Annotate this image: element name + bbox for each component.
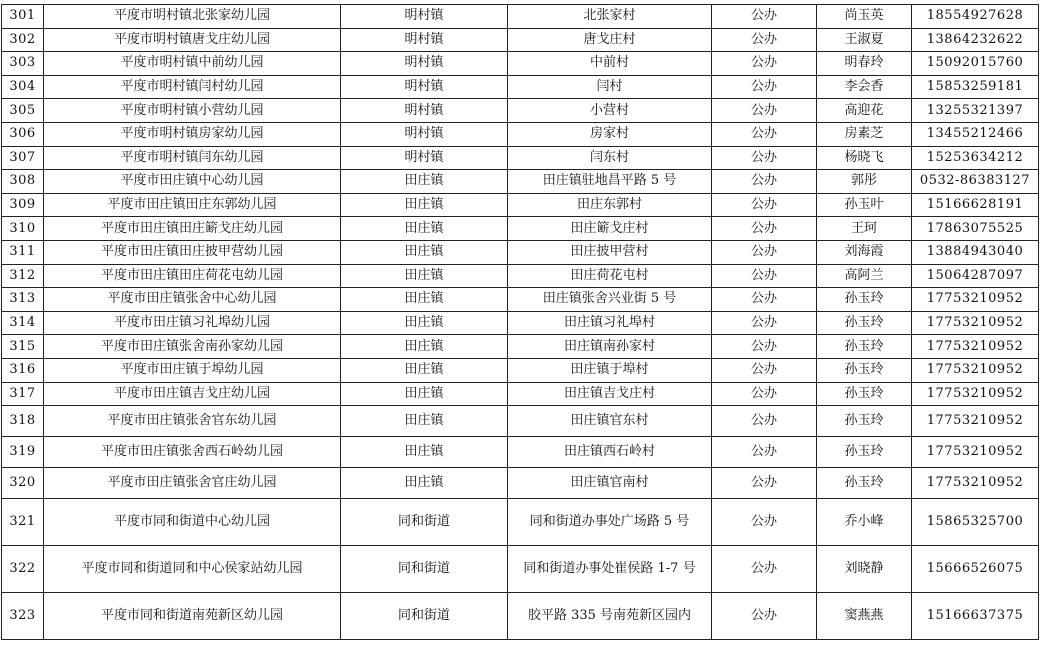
town-name: 田庄镇 <box>341 240 508 264</box>
table-row <box>2 468 1039 499</box>
kindergarten-name: 平度市同和街道同和中心侯家站幼儿园 <box>44 546 341 593</box>
contact-person: 孙玉叶 <box>817 193 912 217</box>
phone-number: 15865325700 <box>912 499 1039 546</box>
contact-person: 李会香 <box>817 75 912 99</box>
contact-person: 孙玉玲 <box>817 382 912 406</box>
ownership-type: 公办 <box>712 146 817 170</box>
row-number: 305 <box>2 99 44 123</box>
row-number: 308 <box>2 170 44 194</box>
contact-person: 孙玉玲 <box>817 335 912 359</box>
contact-person: 乔小峰 <box>817 499 912 546</box>
row-number: 302 <box>2 28 44 52</box>
town-name: 田庄镇 <box>341 437 508 468</box>
row-number: 304 <box>2 75 44 99</box>
ownership-type: 公办 <box>712 437 817 468</box>
address: 田庄簖戈庄村 <box>508 217 712 241</box>
kindergarten-name: 平度市田庄镇张舍官东幼儿园 <box>44 406 341 437</box>
table-row <box>2 546 1039 593</box>
contact-person: 王淑夏 <box>817 28 912 52</box>
ownership-type: 公办 <box>712 240 817 264</box>
table-row <box>2 28 1039 52</box>
town-name: 田庄镇 <box>341 468 508 499</box>
phone-number: 13455212466 <box>912 122 1039 146</box>
town-name: 田庄镇 <box>341 217 508 241</box>
table-row <box>2 311 1039 335</box>
row-number: 322 <box>2 546 44 593</box>
contact-person: 孙玉玲 <box>817 406 912 437</box>
phone-number: 17753210952 <box>912 358 1039 382</box>
address: 田庄镇张舍兴业街 5 号 <box>508 288 712 312</box>
contact-person: 尚玉英 <box>817 5 912 29</box>
town-name: 明村镇 <box>341 146 508 170</box>
phone-number: 15853259181 <box>912 75 1039 99</box>
ownership-type: 公办 <box>712 593 817 640</box>
ownership-type: 公办 <box>712 5 817 29</box>
ownership-type: 公办 <box>712 546 817 593</box>
address: 北张家村 <box>508 5 712 29</box>
phone-number: 0532-86383127 <box>912 170 1039 194</box>
table-row <box>2 146 1039 170</box>
town-name: 田庄镇 <box>341 193 508 217</box>
ownership-type: 公办 <box>712 499 817 546</box>
town-name: 田庄镇 <box>341 288 508 312</box>
ownership-type: 公办 <box>712 52 817 76</box>
row-number: 311 <box>2 240 44 264</box>
phone-number: 13255321397 <box>912 99 1039 123</box>
row-number: 303 <box>2 52 44 76</box>
row-number: 315 <box>2 335 44 359</box>
kindergarten-name: 平度市田庄镇田庄东郭幼儿园 <box>44 193 341 217</box>
ownership-type: 公办 <box>712 170 817 194</box>
ownership-type: 公办 <box>712 75 817 99</box>
table-row <box>2 240 1039 264</box>
town-name: 田庄镇 <box>341 170 508 194</box>
kindergarten-name: 平度市明村镇唐戈庄幼儿园 <box>44 28 341 52</box>
kindergarten-name: 平度市田庄镇田庄披甲营幼儿园 <box>44 240 341 264</box>
contact-person: 窦燕燕 <box>817 593 912 640</box>
phone-number: 15666526075 <box>912 546 1039 593</box>
town-name: 田庄镇 <box>341 406 508 437</box>
ownership-type: 公办 <box>712 99 817 123</box>
kindergarten-name: 平度市明村镇闫东幼儿园 <box>44 146 341 170</box>
ownership-type: 公办 <box>712 217 817 241</box>
address: 唐戈庄村 <box>508 28 712 52</box>
kindergarten-table <box>1 4 1039 640</box>
phone-number: 15064287097 <box>912 264 1039 288</box>
table-row <box>2 499 1039 546</box>
phone-number: 15253634212 <box>912 146 1039 170</box>
kindergarten-name: 平度市明村镇房家幼儿园 <box>44 122 341 146</box>
town-name: 田庄镇 <box>341 311 508 335</box>
town-name: 明村镇 <box>341 52 508 76</box>
row-number: 323 <box>2 593 44 640</box>
row-number: 301 <box>2 5 44 29</box>
town-name: 田庄镇 <box>341 264 508 288</box>
table-row <box>2 170 1039 194</box>
table-row <box>2 264 1039 288</box>
phone-number: 18554927628 <box>912 5 1039 29</box>
table-row <box>2 75 1039 99</box>
contact-person: 孙玉玲 <box>817 468 912 499</box>
address: 闫村 <box>508 75 712 99</box>
phone-number: 17753210952 <box>912 288 1039 312</box>
ownership-type: 公办 <box>712 382 817 406</box>
table-row <box>2 122 1039 146</box>
kindergarten-name: 平度市田庄镇中心幼儿园 <box>44 170 341 194</box>
contact-person: 孙玉玲 <box>817 288 912 312</box>
row-number: 306 <box>2 122 44 146</box>
kindergarten-name: 平度市明村镇中前幼儿园 <box>44 52 341 76</box>
town-name: 田庄镇 <box>341 335 508 359</box>
table-row <box>2 358 1039 382</box>
phone-number: 17753210952 <box>912 406 1039 437</box>
town-name: 明村镇 <box>341 122 508 146</box>
phone-number: 17753210952 <box>912 468 1039 499</box>
kindergarten-name: 平度市田庄镇张舍西石岭幼儿园 <box>44 437 341 468</box>
kindergarten-name: 平度市明村镇闫村幼儿园 <box>44 75 341 99</box>
table-row <box>2 406 1039 437</box>
phone-number: 17753210952 <box>912 382 1039 406</box>
town-name: 同和街道 <box>341 593 508 640</box>
address: 田庄镇官东村 <box>508 406 712 437</box>
ownership-type: 公办 <box>712 335 817 359</box>
row-number: 307 <box>2 146 44 170</box>
kindergarten-name: 平度市同和街道南苑新区幼儿园 <box>44 593 341 640</box>
table-row <box>2 5 1039 29</box>
phone-number: 17863075525 <box>912 217 1039 241</box>
town-name: 明村镇 <box>341 5 508 29</box>
phone-number: 13864232622 <box>912 28 1039 52</box>
row-number: 318 <box>2 406 44 437</box>
address: 田庄镇习礼埠村 <box>508 311 712 335</box>
kindergarten-name: 平度市田庄镇张舍官庄幼儿园 <box>44 468 341 499</box>
contact-person: 房素芝 <box>817 122 912 146</box>
row-number: 316 <box>2 358 44 382</box>
contact-person: 杨晓飞 <box>817 146 912 170</box>
address: 小营村 <box>508 99 712 123</box>
kindergarten-name: 平度市田庄镇于埠幼儿园 <box>44 358 341 382</box>
contact-person: 刘海霞 <box>817 240 912 264</box>
address: 田庄东郭村 <box>508 193 712 217</box>
town-name: 田庄镇 <box>341 382 508 406</box>
address: 田庄镇南孙家村 <box>508 335 712 359</box>
ownership-type: 公办 <box>712 193 817 217</box>
contact-person: 郭彤 <box>817 170 912 194</box>
table-row <box>2 335 1039 359</box>
ownership-type: 公办 <box>712 288 817 312</box>
contact-person: 高阿兰 <box>817 264 912 288</box>
ownership-type: 公办 <box>712 468 817 499</box>
contact-person: 王珂 <box>817 217 912 241</box>
row-number: 310 <box>2 217 44 241</box>
ownership-type: 公办 <box>712 311 817 335</box>
town-name: 田庄镇 <box>341 358 508 382</box>
contact-person: 孙玉玲 <box>817 311 912 335</box>
address: 同和街道办事处崔侯路 1-7 号 <box>508 546 712 593</box>
contact-person: 刘晓静 <box>817 546 912 593</box>
address: 田庄镇西石岭村 <box>508 437 712 468</box>
address: 同和街道办事处广场路 5 号 <box>508 499 712 546</box>
address: 田庄镇吉戈庄村 <box>508 382 712 406</box>
table-row <box>2 382 1039 406</box>
row-number: 321 <box>2 499 44 546</box>
address: 田庄荷花屯村 <box>508 264 712 288</box>
table-row <box>2 217 1039 241</box>
table-row <box>2 288 1039 312</box>
address: 房家村 <box>508 122 712 146</box>
phone-number: 15166637375 <box>912 593 1039 640</box>
row-number: 317 <box>2 382 44 406</box>
address: 田庄披甲营村 <box>508 240 712 264</box>
ownership-type: 公办 <box>712 122 817 146</box>
kindergarten-name: 平度市田庄镇田庄簖戈庄幼儿园 <box>44 217 341 241</box>
kindergarten-name: 平度市明村镇北张家幼儿园 <box>44 5 341 29</box>
address: 田庄镇于埠村 <box>508 358 712 382</box>
town-name: 同和街道 <box>341 546 508 593</box>
row-number: 309 <box>2 193 44 217</box>
row-number: 312 <box>2 264 44 288</box>
address: 田庄镇官南村 <box>508 468 712 499</box>
town-name: 同和街道 <box>341 499 508 546</box>
table-row <box>2 437 1039 468</box>
phone-number: 17753210952 <box>912 437 1039 468</box>
row-number: 319 <box>2 437 44 468</box>
contact-person: 高迎花 <box>817 99 912 123</box>
kindergarten-name: 平度市同和街道中心幼儿园 <box>44 499 341 546</box>
phone-number: 17753210952 <box>912 311 1039 335</box>
row-number: 320 <box>2 468 44 499</box>
table-row <box>2 99 1039 123</box>
table-body <box>2 5 1039 640</box>
kindergarten-name: 平度市明村镇小营幼儿园 <box>44 99 341 123</box>
ownership-type: 公办 <box>712 264 817 288</box>
address: 闫东村 <box>508 146 712 170</box>
row-number: 313 <box>2 288 44 312</box>
kindergarten-name: 平度市田庄镇田庄荷花屯幼儿园 <box>44 264 341 288</box>
kindergarten-name: 平度市田庄镇张舍中心幼儿园 <box>44 288 341 312</box>
town-name: 明村镇 <box>341 75 508 99</box>
phone-number: 17753210952 <box>912 335 1039 359</box>
contact-person: 孙玉玲 <box>817 358 912 382</box>
kindergarten-name: 平度市田庄镇张舍南孙家幼儿园 <box>44 335 341 359</box>
contact-person: 明春玲 <box>817 52 912 76</box>
address: 中前村 <box>508 52 712 76</box>
kindergarten-name: 平度市田庄镇习礼埠幼儿园 <box>44 311 341 335</box>
phone-number: 15166628191 <box>912 193 1039 217</box>
kindergarten-name: 平度市田庄镇吉戈庄幼儿园 <box>44 382 341 406</box>
contact-person: 孙玉玲 <box>817 437 912 468</box>
ownership-type: 公办 <box>712 28 817 52</box>
town-name: 明村镇 <box>341 99 508 123</box>
table-row <box>2 52 1039 76</box>
address: 田庄镇驻地昌平路 5 号 <box>508 170 712 194</box>
table-row <box>2 593 1039 640</box>
ownership-type: 公办 <box>712 406 817 437</box>
phone-number: 13884943040 <box>912 240 1039 264</box>
row-number: 314 <box>2 311 44 335</box>
table-row <box>2 193 1039 217</box>
ownership-type: 公办 <box>712 358 817 382</box>
town-name: 明村镇 <box>341 28 508 52</box>
address: 胶平路 335 号南苑新区园内 <box>508 593 712 640</box>
phone-number: 15092015760 <box>912 52 1039 76</box>
